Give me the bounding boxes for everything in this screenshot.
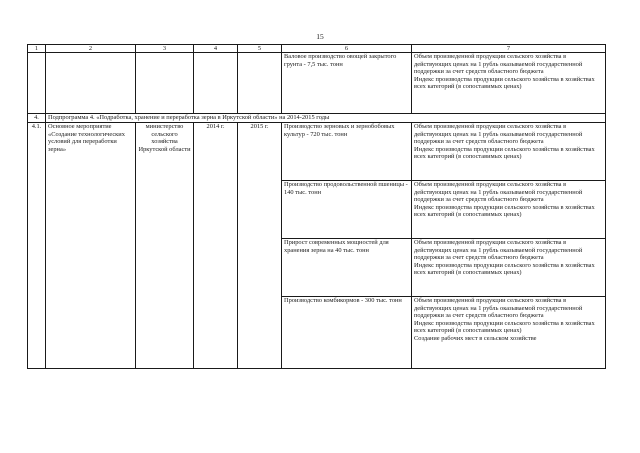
result-cell: Прирост современных мощностей для хранения зерна на 40 тыс. тонн [282,239,412,297]
table-row [28,123,606,181]
indicator-line: Объем произведенной продукции сельского хозяйства в действующих ценах на 1 рубль оказываемой государственной поддержки за счет средств областного бюджета [414,181,583,204]
indicator-line: Объем произведенной продукции сельского хозяйства в действующих ценах на 1 рубль оказываемой государственной поддержки за счет средств областного бюджета [414,123,583,146]
column-number: 6 [282,45,412,53]
column-number-row [28,45,606,53]
indicator-cell [412,239,606,297]
indicator-line: Объем произведенной продукции сельского хозяйства в действующих ценах на 1 рубль оказываемой государственной поддержки за счет средств областного бюджета [414,239,583,262]
result-cell: Валовое производство овощей закрытого грунта - 7,5 тыс. тонн [282,53,412,114]
measures-table [27,44,606,369]
indicator-line: Индекс производства продукции сельского хозяйства в хозяйствах всех категорий (в сопоставимых ценах) [414,145,595,161]
column-number: 1 [28,45,46,53]
measure-start: 2014 г. [194,123,238,369]
indicator-line: Индекс производства продукции сельского хозяйства в хозяйствах всех категорий (в сопоставимых ценах) [414,203,595,219]
indicator-line: Индекс производства продукции сельского хозяйства в хозяйствах всех категорий (в сопоставимых ценах) [414,261,595,277]
result-cell: Производство зерновых и зернобобовых культур - 720 тыс. тонн [282,123,412,181]
indicator-cell [412,297,606,369]
indicator-cell [412,53,606,114]
subprogram-row [28,114,606,123]
indicator-line: Объем произведенной продукции сельского хозяйства в действующих ценах на 1 рубль оказываемой государственной поддержки за счет средств областного бюджета [414,297,583,320]
measure-name: Основное мероприятие «Создание технологических условий для переработки зерна» [46,123,136,369]
indicator-line: Индекс производства продукции сельского хозяйства в хозяйствах всех категорий (в сопоставимых ценах) [414,319,595,335]
column-number: 7 [412,45,606,53]
measure-number: 4.1. [28,123,46,369]
measure-executor: министерство сельского хозяйства Иркутской области [136,123,194,369]
column-number: 3 [136,45,194,53]
subprogram-number: 4. [28,114,46,123]
result-cell: Производство продовольственной пшеницы - 140 тыс. тонн [282,181,412,239]
column-number: 5 [238,45,282,53]
page-number: 15 [316,32,324,41]
column-number: 2 [46,45,136,53]
measure-end: 2015 г. [238,123,282,369]
indicator-line: Индекс производства продукции сельского хозяйства в хозяйствах всех категорий (в сопоставимых ценах) [414,75,595,91]
indicator-cell [412,123,606,181]
table-row [28,53,606,114]
indicator-line: Объем произведенной продукции сельского хозяйства в действующих ценах на 1 рубль оказываемой государственной поддержки за счет средств областного бюджета [414,53,583,76]
indicator-cell [412,181,606,239]
result-cell: Производство комбикормов - 300 тыс. тонн [282,297,412,369]
subprogram-title: Подпрограмма 4. «Подработка, хранение и переработка зерна в Иркутской области» на 2014-2015 годы [46,114,606,123]
indicator-line: Создание рабочих мест в сельском хозяйстве [414,334,537,342]
column-number: 4 [194,45,238,53]
